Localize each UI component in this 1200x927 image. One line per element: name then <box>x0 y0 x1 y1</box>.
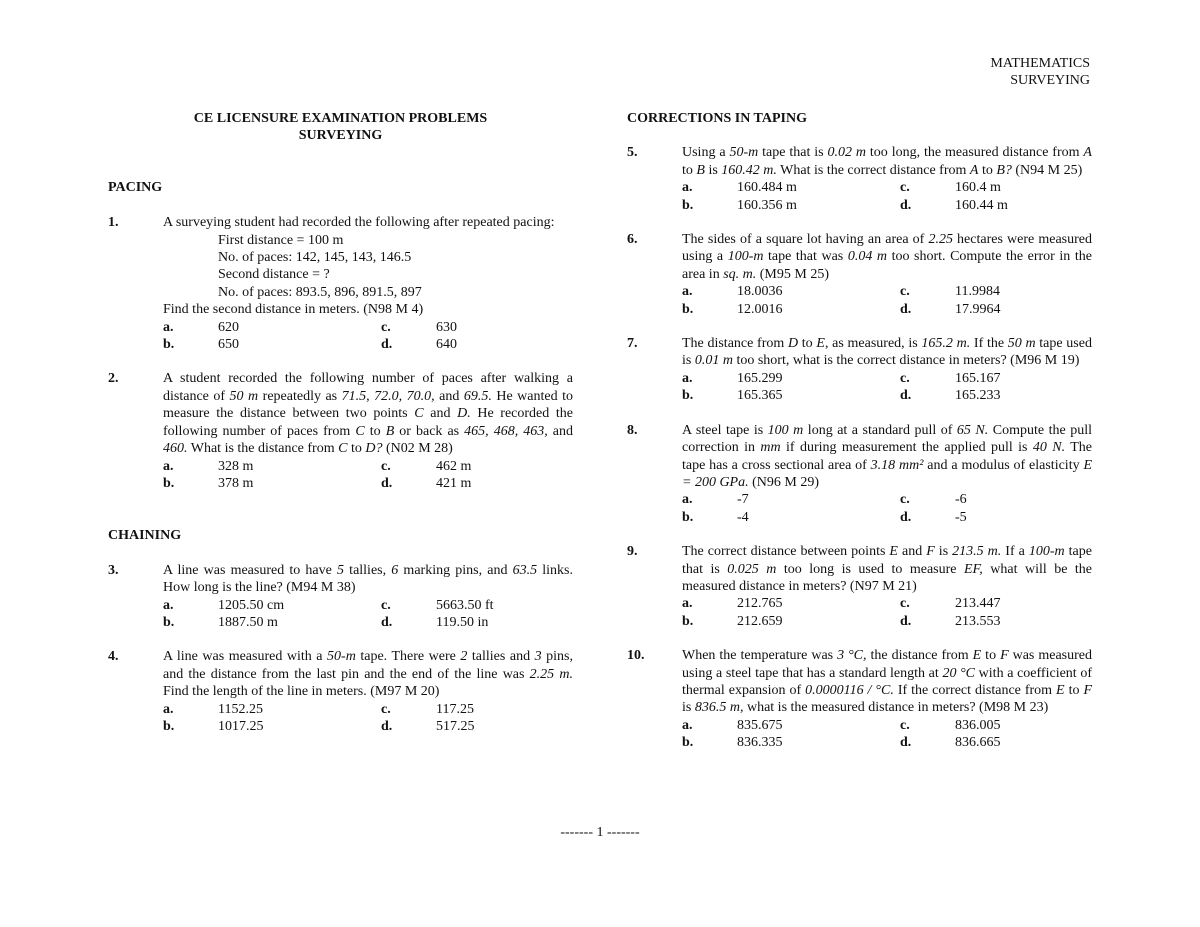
problem-2 <box>108 370 573 492</box>
problem-stem: The distance from D to E, as measured, is 165.2 m. If the 50 m tape used is 0.01 m too short, what is the correct distance in meters? (M96 M 19) <box>682 336 1092 369</box>
problem-6 <box>627 231 1092 318</box>
choice-b: 160.356 m <box>737 197 797 213</box>
choice-d: 213.553 <box>955 613 1001 629</box>
choice-label-a: a. <box>682 284 693 300</box>
header-topic: SURVEYING <box>1010 73 1090 89</box>
choice-label-b: b. <box>682 388 694 404</box>
choice-label-b: b. <box>682 509 694 525</box>
left-column <box>108 110 573 735</box>
choice-a: 160.484 m <box>737 180 797 196</box>
problem-1 <box>108 214 573 353</box>
problem-stem: A surveying student had recorded the following after repeated pacing: <box>163 215 555 231</box>
choice-label-d: d. <box>381 475 393 491</box>
problem-9 <box>627 543 1092 630</box>
given-line: No. of paces: 142, 145, 143, 146.5 <box>218 250 412 266</box>
choice-label-b: b. <box>163 614 175 630</box>
answer-choices <box>682 283 1092 318</box>
problem-3 <box>108 562 573 632</box>
choice-b: 836.335 <box>737 735 783 751</box>
choice-b: 378 m <box>218 475 254 491</box>
problem-stem: The sides of a square lot having an area of 2.25 hectares were measured using a 100-m tape that was 0.04 m too short. Compute the error in the area in sq. m. (M95 M 25) <box>682 232 1092 282</box>
choice-d: 160.44 m <box>955 197 1008 213</box>
answer-choices <box>163 597 573 632</box>
problem-number: 7. <box>627 336 638 352</box>
choice-b: 650 <box>218 337 239 353</box>
section-heading-pacing: PACING <box>108 179 163 195</box>
choice-label-c: c. <box>381 319 391 335</box>
choice-label-c: c. <box>900 717 910 733</box>
problem-7 <box>627 335 1092 405</box>
choice-a: 328 m <box>218 458 254 474</box>
problem-stem: A student recorded the following number of paces after walking a distance of 50 m repeatedly as 71.5, 72.0, 70.0, and 69.5. He wanted to measure the distance between two points C and D. He recorded the following number of paces from C to B or back as 465, 468, 463, and 460. What is the distance from C to D? (N02 M 28) <box>163 371 574 457</box>
choice-label-c: c. <box>900 492 910 508</box>
problem-stem: Using a 50-m tape that is 0.02 m too long, the measured distance from A to B is 160.42 m. What is the correct distance from A to B? (N94 M 25) <box>682 145 1092 178</box>
choice-d: -5 <box>955 509 967 525</box>
choice-label-d: d. <box>900 509 912 525</box>
choice-a: 1205.50 cm <box>218 597 285 613</box>
choice-label-a: a. <box>163 458 174 474</box>
section-heading-taping: CORRECTIONS IN TAPING <box>627 111 807 126</box>
problem-stem: The correct distance between points E and F is 213.5 m. If a 100-m tape that is 0.025 m too long is used to measure EF, what will be the measured distance in meters? (N97 M 21) <box>682 544 1092 594</box>
problem-5 <box>627 144 1092 214</box>
answer-choices <box>682 491 1092 526</box>
choice-c: 836.005 <box>955 717 1001 733</box>
choice-c: 462 m <box>436 458 472 474</box>
choice-c: 213.447 <box>955 596 1001 612</box>
document-subtitle: SURVEYING <box>298 128 383 144</box>
choice-b: 212.659 <box>737 613 783 629</box>
document-title: CE LICENSURE EXAMINATION PROBLEMS <box>193 111 488 126</box>
choice-label-c: c. <box>381 701 391 717</box>
problem-number: 2. <box>108 371 119 387</box>
choice-c: -6 <box>955 492 967 508</box>
answer-choices <box>682 179 1092 214</box>
choice-label-b: b. <box>163 475 175 491</box>
choice-a: 1152.25 <box>218 701 263 717</box>
problem-number: 6. <box>627 232 638 248</box>
choice-label-b: b. <box>682 301 694 317</box>
choice-a: 165.299 <box>737 370 783 386</box>
choice-label-a: a. <box>163 319 174 335</box>
choice-label-c: c. <box>900 180 910 196</box>
choice-a: -7 <box>737 492 749 508</box>
choice-label-a: a. <box>682 180 693 196</box>
choice-label-d: d. <box>900 735 912 751</box>
problem-10 <box>627 647 1092 751</box>
choice-b: 165.365 <box>737 388 783 404</box>
problem-stem: When the temperature was 3 °C, the distance from E to F was measured using a steel tape that has a standard length at 20 °C with a coefficient of thermal expansion of 0.0000116 / °C. If the correct distance from E to F is 836.5 m, what is the measured distance in meters? (M98 M 23) <box>682 648 1093 716</box>
choice-label-c: c. <box>900 284 910 300</box>
choice-a: 835.675 <box>737 717 783 733</box>
choice-label-d: d. <box>900 301 912 317</box>
choice-c: 165.167 <box>955 370 1001 386</box>
right-column <box>627 110 1092 752</box>
answer-choices <box>163 458 573 493</box>
problem-number: 1. <box>108 215 119 231</box>
choice-d: 517.25 <box>436 718 475 734</box>
section-heading-chaining: CHAINING <box>108 528 182 544</box>
choice-label-c: c. <box>381 597 391 613</box>
problem-stem: A steel tape is 100 m long at a standard pull of 65 N. Compute the pull correction in mm if during measurement the applied pull is 40 N. The tape has a cross sectional area of 3.18 mm² and a modulus of elasticity E = 200 GPa. (N96 M 29) <box>682 422 1093 490</box>
problem-4 <box>108 648 573 735</box>
choice-label-a: a. <box>682 717 693 733</box>
choice-label-d: d. <box>900 197 912 213</box>
given-line: Second distance = ? <box>218 267 330 283</box>
problem-number: 3. <box>108 562 119 578</box>
choice-d: 165.233 <box>955 388 1001 404</box>
choice-label-c: c. <box>381 458 391 474</box>
choice-c: 630 <box>436 319 457 335</box>
given-data <box>163 232 573 302</box>
choice-label-c: c. <box>900 370 910 386</box>
answer-choices <box>163 319 573 354</box>
problem-question: Find the second distance in meters. (N98 M 4) <box>163 302 424 318</box>
choice-d: 119.50 in <box>436 614 489 630</box>
choice-b: 12.0016 <box>737 301 783 317</box>
page-header <box>990 55 1090 90</box>
given-line: First distance = 100 m <box>218 232 344 248</box>
problem-number: 10. <box>627 648 645 664</box>
answer-choices <box>682 717 1092 752</box>
choice-c: 5663.50 ft <box>436 597 494 613</box>
answer-choices <box>682 595 1092 630</box>
choice-c: 117.25 <box>436 701 474 717</box>
choice-d: 836.665 <box>955 735 1001 751</box>
problem-number: 4. <box>108 649 119 665</box>
problem-number: 8. <box>627 422 638 438</box>
problem-number: 5. <box>627 145 638 161</box>
problem-stem: A line was measured with a 50-m tape. There were 2 tallies and 3 pins, and the distance from the last pin and the end of the line was 2.25 m. Find the length of the line in meters. (M97 M 20) <box>163 649 573 700</box>
problem-number: 9. <box>627 544 638 560</box>
choice-d: 17.9964 <box>955 301 1001 317</box>
choice-b: 1017.25 <box>218 718 264 734</box>
choice-label-c: c. <box>900 596 910 612</box>
choice-b: -4 <box>737 509 749 525</box>
choice-label-b: b. <box>682 735 694 751</box>
choice-label-b: b. <box>682 613 694 629</box>
choice-label-b: b. <box>682 197 694 213</box>
choice-label-d: d. <box>900 613 912 629</box>
choice-a: 212.765 <box>737 596 783 612</box>
page-number-footer: ------- 1 ------- <box>560 825 640 840</box>
choice-label-d: d. <box>900 388 912 404</box>
choice-label-a: a. <box>163 597 174 613</box>
choice-label-d: d. <box>381 614 393 630</box>
choice-d: 421 m <box>436 475 472 491</box>
choice-label-a: a. <box>682 492 693 508</box>
answer-choices <box>682 370 1092 405</box>
choice-a: 620 <box>218 319 239 335</box>
choice-label-b: b. <box>163 718 175 734</box>
choice-label-a: a. <box>682 596 693 612</box>
problem-8 <box>627 422 1092 526</box>
choice-label-a: a. <box>163 701 174 717</box>
problem-stem: A line was measured to have 5 tallies, 6 marking pins, and 63.5 links. How long is the line? (M94 M 38) <box>163 562 573 596</box>
choice-a: 18.0036 <box>737 284 783 300</box>
given-line: No. of paces: 893.5, 896, 891.5, 897 <box>218 284 422 300</box>
choice-label-b: b. <box>163 337 175 353</box>
choice-b: 1887.50 m <box>218 614 278 630</box>
choice-label-d: d. <box>381 718 393 734</box>
choice-c: 11.9984 <box>955 284 1000 300</box>
choice-label-a: a. <box>682 370 693 386</box>
choice-d: 640 <box>436 337 457 353</box>
header-subject: MATHEMATICS <box>990 56 1090 71</box>
choice-label-d: d. <box>381 337 393 353</box>
choice-c: 160.4 m <box>955 180 1001 196</box>
answer-choices <box>163 701 573 736</box>
